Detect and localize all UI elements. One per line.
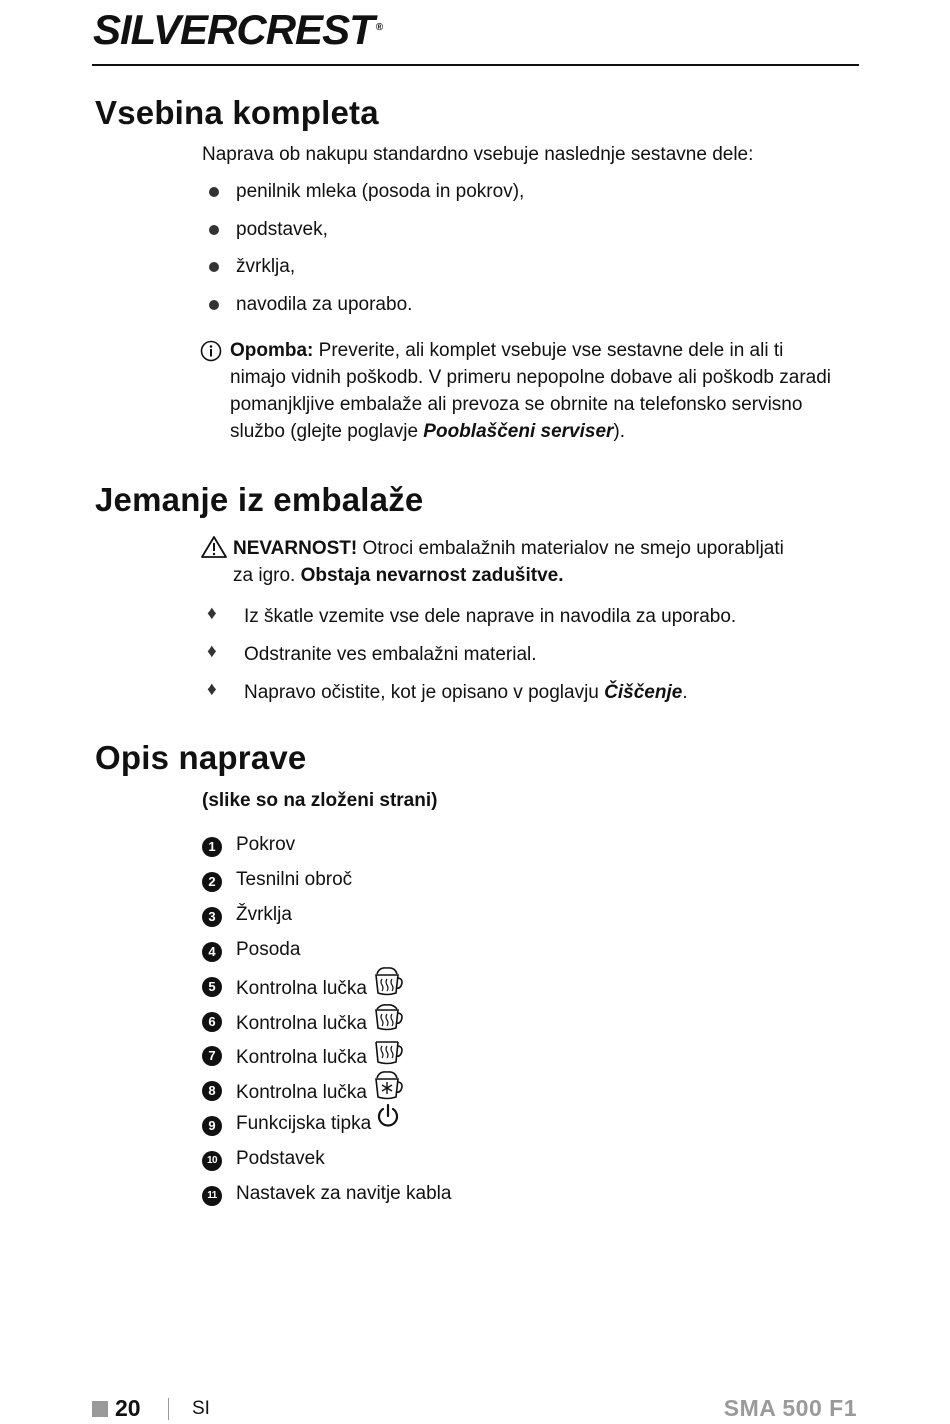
- footer-divider: [168, 1398, 169, 1420]
- part-label: Kontrolna lučka: [236, 1047, 367, 1069]
- part-number-badge: 1: [202, 837, 222, 857]
- page-number: 20: [115, 1395, 141, 1421]
- section-title-contents: Vsebina kompleta: [95, 94, 379, 131]
- part-item: [236, 1113, 401, 1135]
- section-title-description: Opis naprave: [95, 739, 307, 776]
- part-label: Kontrolna lučka: [236, 1013, 367, 1035]
- part-number-badge: 11: [202, 1186, 222, 1206]
- bullet-item: podstavek,: [236, 219, 328, 240]
- part-label: Kontrolna lučka: [236, 978, 367, 1000]
- part-number-badge: 2: [202, 872, 222, 892]
- language-code: SI: [192, 1398, 210, 1419]
- warning-triangle-icon: [200, 535, 228, 564]
- bullet-dot: [209, 300, 219, 310]
- part-label: Podstavek: [236, 1148, 325, 1169]
- part-label: Žvrklja: [236, 904, 292, 925]
- cup-foam-hot-icon: [371, 964, 405, 1004]
- part-number-badge: 5: [202, 977, 222, 997]
- chapter-reference: Čiščenje: [604, 682, 683, 703]
- part-label: Kontrolna lučka: [236, 1082, 367, 1104]
- chapter-reference: Pooblaščeni serviser: [423, 421, 614, 442]
- power-icon: [375, 1103, 401, 1135]
- step-diamond-icon: ♦: [207, 641, 217, 662]
- warning-emphasis: Obstaja nevarnost zadušitve.: [300, 565, 564, 586]
- part-number-badge: 10: [202, 1151, 222, 1171]
- part-label: Pokrov: [236, 834, 296, 855]
- step-item: Napravo očistite, kot je opisano v poglavju: [244, 682, 605, 703]
- part-number-badge: 3: [202, 907, 222, 927]
- part-item: [236, 939, 300, 961]
- bullet-dot: [209, 225, 219, 235]
- part-number-badge: 9: [202, 1116, 222, 1136]
- bullet-item: penilnik mleka (posoda in pokrov),: [236, 181, 525, 202]
- step-diamond-icon: ♦: [207, 603, 217, 624]
- warning-text: za igro.: [233, 565, 301, 586]
- note-text: službo (glejte poglavje: [230, 421, 424, 442]
- contents-intro: Naprava ob nakupu standardno vsebuje naslednje sestavne dele:: [202, 144, 754, 165]
- part-item: [236, 1183, 451, 1205]
- step-item: Odstranite ves embalažni material.: [244, 644, 537, 665]
- section-title-unpacking: Jemanje iz embalaže: [95, 481, 424, 518]
- bullet-item: žvrklja,: [236, 256, 296, 277]
- step-item: Iz škatle vzemite vse dele naprave in navodila za uporabo.: [244, 606, 737, 627]
- note-text: Preverite, ali komplet vsebuje vse sestavne dele in ali ti: [318, 340, 784, 361]
- logo-registered: ®: [375, 21, 383, 33]
- part-label: Posoda: [236, 939, 301, 960]
- footer-marker: [92, 1401, 108, 1417]
- part-label: Nastavek za navitje kabla: [236, 1183, 452, 1204]
- note-text: ).: [613, 421, 626, 442]
- description-subtitle: (slike so na zloženi strani): [202, 790, 438, 811]
- warning-text: Otroci embalažnih materialov ne smejo uporabljati: [362, 538, 784, 559]
- part-item: [236, 904, 292, 926]
- note-text: nimajo vidnih poškodb. V primeru nepopolne dobave ali poškodb zaradi: [230, 367, 831, 388]
- brand-logo: [93, 6, 382, 54]
- part-item: [236, 1148, 325, 1170]
- logo-second: CREST: [236, 6, 374, 53]
- part-number-badge: 4: [202, 942, 222, 962]
- note-text: pomanjkljive embalaže ali prevoza se obrnite na telefonsko servisno: [230, 394, 803, 415]
- part-number-badge: 7: [202, 1046, 222, 1066]
- part-label: Tesnilni obroč: [236, 869, 353, 890]
- step-diamond-icon: ♦: [207, 679, 217, 700]
- part-number-badge: 6: [202, 1012, 222, 1032]
- logo-first: SILVER: [93, 6, 237, 53]
- part-number-badge: 8: [202, 1081, 222, 1101]
- bullet-item: navodila za uporabo.: [236, 294, 413, 315]
- header-rule: [92, 64, 859, 66]
- cup-hot-icon: [371, 1033, 405, 1073]
- part-label: Funkcijska tipka: [236, 1113, 372, 1135]
- step-item-end: .: [682, 682, 688, 703]
- bullet-dot: [209, 187, 219, 197]
- warning-label: NEVARNOST!: [233, 538, 358, 559]
- part-item: [236, 834, 295, 856]
- cup-cold-icon: [371, 1068, 405, 1108]
- part-item: [236, 869, 352, 891]
- bullet-dot: [209, 262, 219, 272]
- model-number: SMA 500 F1: [723, 1395, 857, 1421]
- note-label: Opomba:: [230, 340, 314, 361]
- info-icon: [200, 340, 222, 367]
